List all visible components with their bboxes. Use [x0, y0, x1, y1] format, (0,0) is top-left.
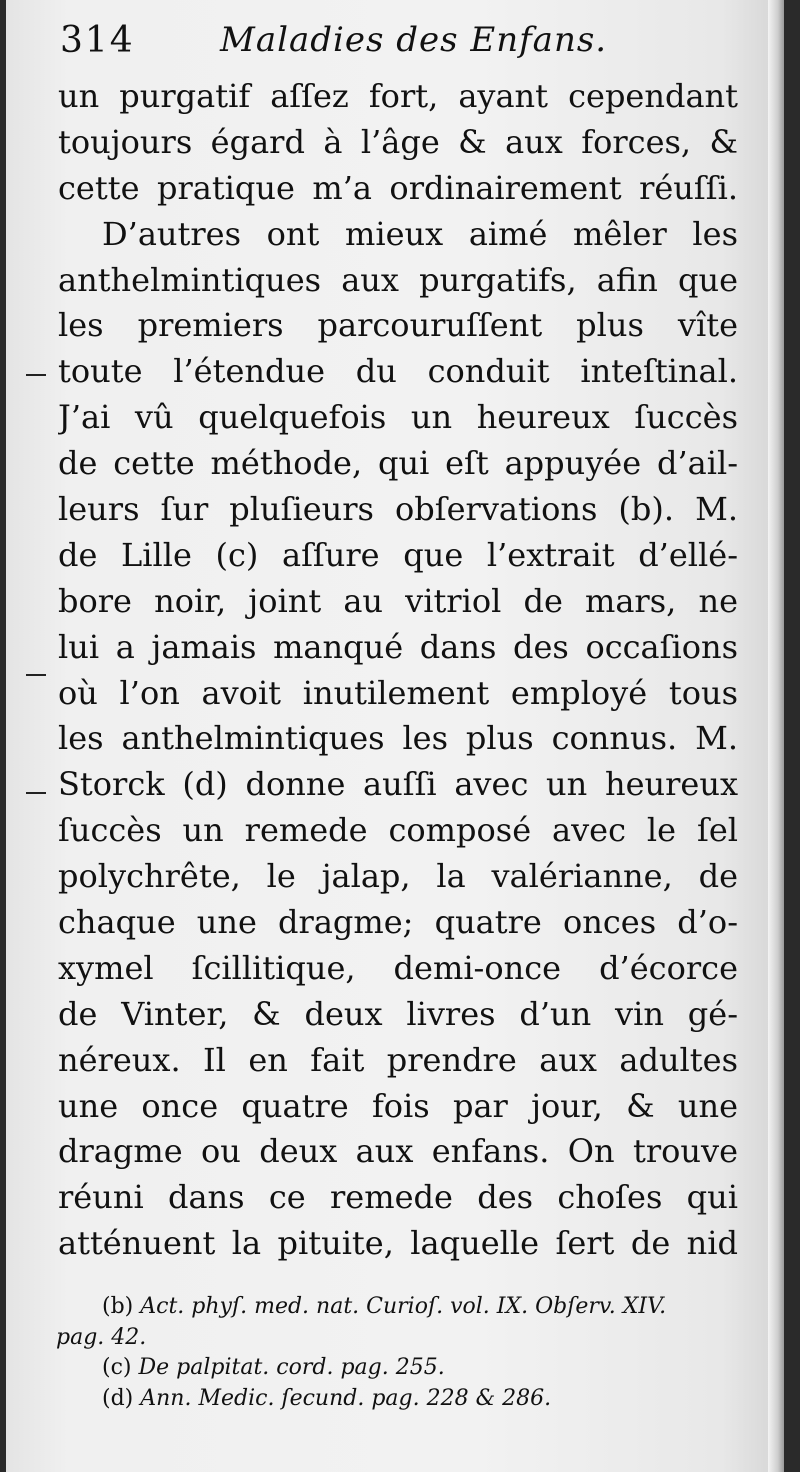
text-line: anthelmintiques aux purgatifs, afin que [58, 260, 738, 299]
footnote-text: Ann. Medic. ſecund. pag. 228 & 286. [140, 1385, 552, 1411]
text-line: xymel ſcillitique, demi-once d’écorce [58, 948, 738, 987]
text-line: lui a jamais manqué dans des occaſions [58, 627, 738, 666]
text-line: les anthelmintiques les plus connus. M. [58, 719, 738, 758]
text-line: toute l’étendue du conduit inteſtinal. [58, 352, 738, 391]
footnote-marker: (d) [102, 1385, 134, 1411]
body-text [58, 74, 738, 1267]
text-line: où l’on avoit inutilement employé tous [58, 673, 738, 712]
footnote-d [102, 1384, 732, 1415]
text-line: D’autres ont mieux aimé mêler les [102, 214, 738, 253]
margin-mark [26, 792, 46, 794]
text-line: cette pratique m’a ordinairement réuſſi. [58, 168, 738, 207]
text-line: chaque une dragme; quatre onces d’o- [58, 903, 738, 942]
page-number: 314 [60, 20, 135, 61]
text-line: de Vinter, & deux livres d’un vin gé- [58, 994, 738, 1033]
footnote-text: pag. 42. [56, 1324, 147, 1350]
text-line: ſuccès un remede composé avec le ſel [58, 811, 738, 850]
book-page [6, 0, 784, 1472]
text-line: dragme ou deux aux enfans. On trouve [58, 1132, 738, 1171]
footnote-b-continuation [56, 1323, 732, 1354]
footnote-marker: (b) [102, 1294, 134, 1319]
page-header [60, 14, 620, 74]
text-line: une once quatre fois par jour, & une [58, 1086, 738, 1125]
margin-mark [26, 374, 46, 376]
text-line: de Lille (c) aſſure que l’extrait d’ellé- [58, 535, 738, 574]
text-line: toujours égard à l’âge & aux forces, & [58, 122, 738, 161]
footnote-text: De palpitat. cord. pag. 255. [138, 1355, 445, 1380]
text-line: les premiers parcouruſſent plus vîte [58, 306, 738, 345]
footnote-b [102, 1292, 732, 1323]
text-line: polychrête, le jalap, la valérianne, de [58, 857, 738, 896]
text-line: néreux. Il en fait prendre aux adultes [58, 1040, 738, 1079]
footnote-text: Act. phyſ. med. nat. Curioſ. vol. IX. Obſerv. XIV. [140, 1294, 667, 1319]
text-line: de cette méthode, qui eſt appuyée d’ail- [58, 444, 738, 483]
text-line: un purgatif aſſez fort, ayant cependant [58, 77, 738, 115]
text-line: J’ai vû quelquefois un heureux ſuccès [58, 398, 738, 437]
footnote-c [102, 1353, 732, 1384]
footnote-marker: (c) [102, 1355, 132, 1380]
margin-mark [26, 674, 46, 676]
page-edge-shadow [768, 0, 784, 1472]
text-line: leurs ſur pluſieurs obſervations (b). M. [58, 490, 738, 529]
text-line: bore noir, joint au vitriol de mars, ne [58, 581, 738, 620]
text-line: Storck (d) donne auſſi avec un heureux [58, 765, 738, 804]
text-line: réuni dans ce remede des choſes qui [58, 1178, 738, 1217]
footnotes [56, 1292, 732, 1414]
text-line: atténuent la pituite, laquelle ſert de nid [58, 1224, 738, 1263]
running-title: Maladies des Enfans. [220, 20, 608, 60]
